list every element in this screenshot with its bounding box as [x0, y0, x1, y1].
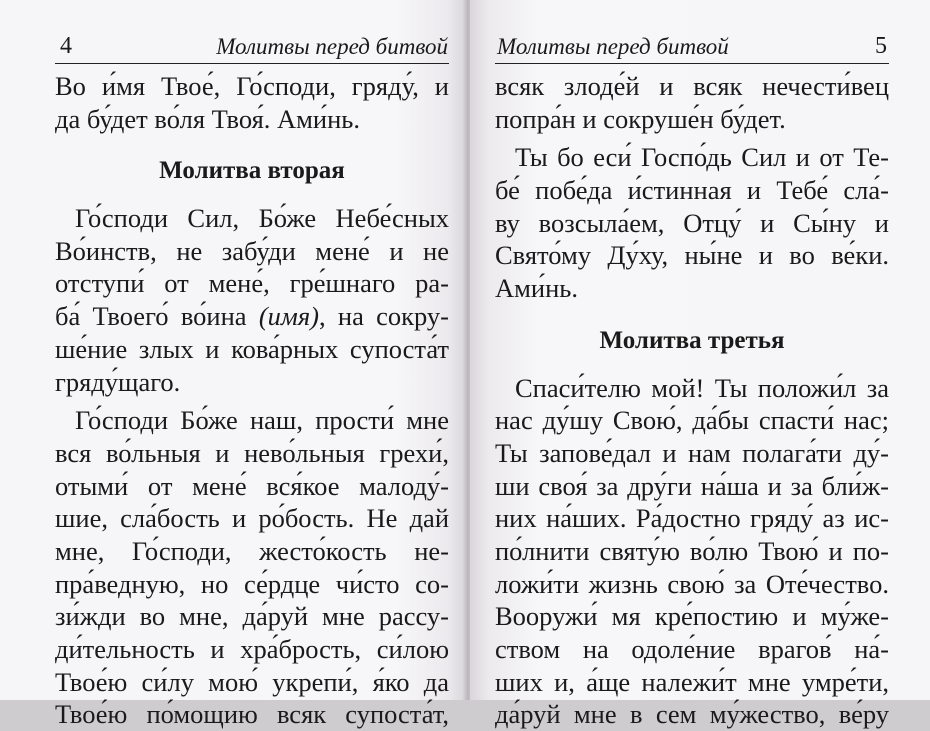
text-line: ложи́ти жизнь свою́ за Оте́чество.: [495, 568, 889, 599]
name-placeholder: (имя): [258, 301, 319, 332]
spacer: [495, 358, 889, 372]
text-line: ши своя́ за дру́ги на́ша и за бли́ж-: [495, 470, 889, 501]
text-line: Во и́мя Твое́, Го́споди, гряду́, и: [55, 71, 449, 101]
right-page-text: [495, 70, 889, 731]
text-line: ше́ние злых и кова́рных супоста́т: [55, 333, 449, 364]
text-line: Твое́ю си́лу мою́ укрепи́, я́ко да: [55, 666, 449, 697]
text-line: Свято́му Ду́ху, ны́не и во ве́ки.: [495, 240, 889, 271]
text-line: гряду́щаго.: [55, 366, 181, 397]
text-line: Спаси́телю мой! Ты положи́л за: [515, 372, 889, 403]
prayer-heading-third: Молитва третья: [599, 326, 785, 354]
text-line: всяк злоде́й и всяк нечести́вец: [495, 71, 889, 101]
prayer-heading-second: Молитва вторая: [159, 157, 345, 185]
text-line: ством на одоле́ние врагов́ на́-: [495, 634, 889, 664]
text-line: вся во́льныя и нево́льныя грехи́,: [55, 437, 449, 468]
text-line: да́руй мне в сем му́жество, ве́ру: [495, 699, 889, 730]
text-line: Го́споди Бо́же наш, прости́ мне: [75, 405, 449, 436]
text-line: отступи́ от мене́, гре́шнаго ра-: [55, 268, 449, 299]
text-line: по́лнити святу́ю во́лю Твою́ и по-: [495, 535, 889, 566]
text-line-part: , на сокру-: [318, 301, 450, 332]
text-line: Ты запове́дал и нам полага́ти ду́-: [495, 437, 889, 468]
text-line-with-name-placeholder: [55, 300, 449, 333]
text-line: да бу́дет во́ля Твоя́. Ами́нь.: [55, 103, 361, 134]
right-page: [470, 0, 930, 730]
spacer: [55, 135, 449, 155]
left-running-title: Молитвы перед битвой: [216, 34, 448, 59]
text-line: Го́споди Сил, Бо́же Небе́сных: [75, 203, 449, 234]
text-line: бе́ побе́да и́стинная и Тебе́ сла́-: [495, 175, 889, 206]
right-page-number: 5: [875, 33, 887, 59]
right-header-rule: [495, 63, 889, 64]
text-line: Вооружи́ мя кре́постию и му́же-: [495, 601, 889, 632]
left-header-rule: [55, 63, 449, 64]
text-line: шие, сла́бость и ро́бость. Не дай: [55, 503, 449, 534]
spacer: [495, 305, 889, 325]
text-line: пра́ведную, но се́рдце чи́сто со-: [55, 568, 449, 599]
text-line-part: ба́ Твоего́ во́ина: [55, 301, 247, 332]
text-line: нас ду́шу Свою́, да́бы спасти́ нас;: [495, 405, 889, 436]
text-line: Ты бо еси́ Госпо́дь Сил и от Те-: [515, 142, 889, 173]
text-line: них на́ших. Ра́достно гряду́ аз ис-: [495, 503, 889, 534]
right-running-title: Молитвы перед битвой: [497, 34, 729, 59]
right-page-header: [497, 28, 887, 60]
text-line: Ами́нь.: [495, 273, 578, 304]
spacer: [55, 188, 449, 202]
left-page-number: 4: [60, 33, 72, 59]
text-line: зи́жди во мне, да́руй мне рассу-: [55, 601, 449, 632]
text-line: отыми́ от мене́ вся́кое малоду́-: [55, 470, 449, 501]
text-line: мне, Го́споди, жесто́кость не-: [55, 535, 449, 566]
text-line: ди́тельность и хра́брость, си́лою: [55, 634, 449, 664]
left-page-text: [55, 70, 449, 731]
text-line: попра́н и сокруше́н бу́дет.: [495, 103, 786, 134]
left-page-header: [60, 28, 448, 60]
text-line: ших и, а́ще належи́т мне умре́ти,: [495, 666, 889, 697]
text-line: ву возсыла́ем, Отцу́ и Сы́ну и: [495, 207, 889, 238]
text-line: Во́инств, не забу́ди мене́ и не: [55, 235, 449, 266]
text-line: Твое́ю по́мощию всяк супоста́т,: [55, 699, 449, 730]
